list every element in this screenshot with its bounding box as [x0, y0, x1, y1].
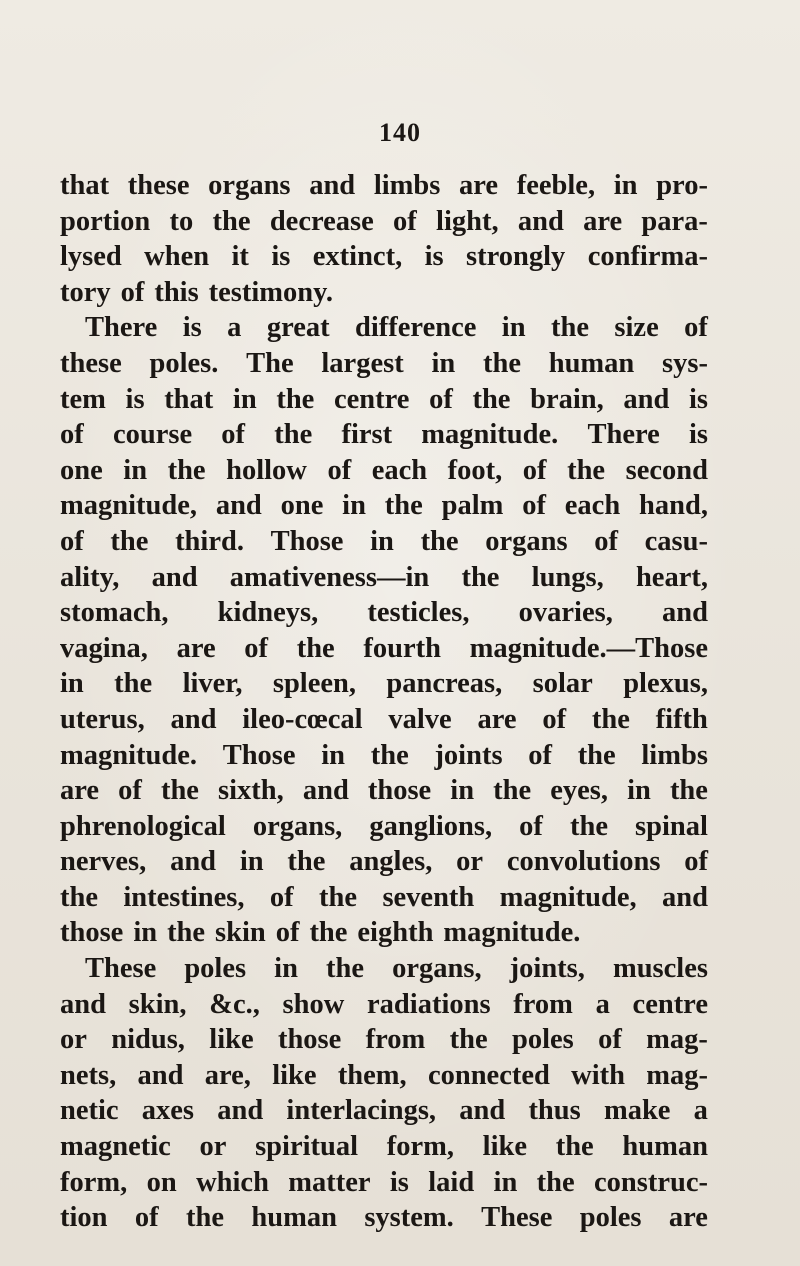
- word: kidneys,: [217, 597, 319, 629]
- word: the: [296, 632, 335, 664]
- word: those: [367, 775, 432, 807]
- word: of: [120, 276, 145, 308]
- word: are: [459, 170, 499, 201]
- word: like: [272, 1059, 317, 1091]
- word: There: [85, 312, 158, 344]
- word: of: [598, 1024, 622, 1056]
- text-line: [60, 702, 708, 738]
- word: lungs,: [531, 561, 604, 593]
- word: axes: [141, 1095, 195, 1127]
- text-line: [60, 880, 708, 916]
- word: of: [327, 454, 352, 486]
- text-line: [60, 275, 708, 311]
- word: and: [151, 561, 198, 593]
- word: radiations: [367, 988, 491, 1020]
- word: like: [482, 1131, 528, 1163]
- word: and: [517, 205, 564, 237]
- word: the: [384, 490, 423, 522]
- word: skin,: [128, 988, 187, 1020]
- word: second: [625, 454, 708, 486]
- word: joints: [434, 739, 503, 771]
- word: organs: [485, 525, 568, 557]
- word: the: [420, 525, 459, 557]
- word: angles,: [349, 846, 433, 878]
- word: the: [60, 881, 98, 913]
- body-text: [60, 168, 708, 1236]
- word: the: [569, 810, 608, 842]
- word: strongly: [466, 241, 566, 273]
- word: the: [160, 775, 199, 807]
- word: and: [170, 703, 217, 735]
- word: seventh: [382, 881, 475, 913]
- word: of: [522, 490, 546, 522]
- word: third.: [175, 525, 244, 557]
- word: in: [613, 170, 638, 201]
- word: eyes,: [550, 775, 608, 807]
- word: limbs: [641, 739, 708, 771]
- text-line: [60, 204, 708, 240]
- word: netic: [60, 1095, 119, 1127]
- word: limbs: [373, 170, 441, 201]
- word: the: [326, 953, 365, 985]
- word: form,: [386, 1131, 454, 1163]
- word: These: [481, 1202, 553, 1234]
- word: nidus,: [111, 1024, 185, 1056]
- word: laid: [428, 1166, 475, 1198]
- word: human: [622, 1131, 708, 1163]
- word: Those: [222, 739, 296, 771]
- word: human: [548, 347, 635, 379]
- word: in: [493, 1166, 518, 1198]
- word: of: [60, 419, 84, 451]
- word: of: [522, 454, 547, 486]
- word: or: [60, 1024, 87, 1056]
- text-line: [60, 168, 708, 204]
- word: on: [146, 1166, 177, 1198]
- word: fifth: [655, 703, 708, 735]
- word: is: [688, 383, 708, 415]
- word: ovaries,: [518, 597, 613, 629]
- word: mag-: [646, 1024, 708, 1056]
- word: plexus,: [623, 668, 708, 700]
- word: skin: [215, 917, 266, 949]
- word: palm: [441, 490, 504, 522]
- word: There: [587, 419, 660, 451]
- text-line: [60, 1129, 708, 1165]
- word: the: [274, 419, 313, 451]
- word: in: [450, 775, 475, 807]
- word: of: [60, 525, 84, 557]
- word: of: [221, 419, 246, 451]
- word: and: [215, 490, 262, 522]
- text-line: [60, 1200, 708, 1236]
- word: in: [60, 668, 84, 700]
- word: the: [555, 1131, 594, 1163]
- word: the: [591, 703, 630, 735]
- word: and: [459, 1095, 506, 1127]
- word: each: [371, 454, 428, 486]
- word: or: [456, 846, 484, 878]
- word: size: [614, 312, 659, 344]
- word: the: [287, 846, 326, 878]
- word: magnitude,: [499, 881, 637, 913]
- word: the: [577, 739, 616, 771]
- word: is: [125, 383, 145, 415]
- word: the: [167, 454, 206, 486]
- word: the: [567, 454, 606, 486]
- word: in: [342, 490, 366, 522]
- word: the: [536, 1166, 575, 1198]
- text-line: [60, 595, 708, 631]
- word: pro-: [656, 170, 708, 201]
- word: of: [393, 205, 417, 237]
- word: in: [321, 739, 346, 771]
- word: in: [370, 525, 394, 557]
- word: the: [482, 347, 521, 379]
- word: testimony.: [208, 276, 333, 308]
- word: of: [594, 525, 618, 557]
- word: organs,: [392, 953, 482, 985]
- word: solar: [532, 668, 593, 700]
- word: the: [669, 775, 708, 807]
- word: in: [232, 383, 257, 415]
- text-line: [60, 560, 708, 596]
- word: are,: [204, 1059, 251, 1091]
- word: amativeness—in: [229, 561, 430, 593]
- word: organs: [208, 170, 291, 201]
- text-line: [60, 346, 708, 382]
- word: of: [118, 775, 142, 807]
- word: the: [186, 1202, 225, 1234]
- word: pancreas,: [386, 668, 503, 700]
- word: tion: [60, 1202, 108, 1234]
- word: and: [137, 1059, 184, 1091]
- word: a: [227, 312, 242, 344]
- word: with: [571, 1059, 625, 1091]
- word: the: [472, 383, 511, 415]
- text-line: [60, 951, 708, 987]
- word: the: [493, 775, 532, 807]
- word: of: [134, 1202, 159, 1234]
- text-line: [60, 773, 708, 809]
- word: light,: [436, 205, 499, 237]
- word: connected: [427, 1059, 550, 1091]
- word: them,: [337, 1059, 407, 1091]
- text-line: [60, 809, 708, 845]
- word: is: [271, 241, 291, 273]
- word: is: [688, 419, 708, 451]
- word: in: [133, 917, 158, 949]
- word: human: [251, 1202, 337, 1234]
- word: in: [274, 953, 298, 985]
- word: phrenological: [60, 810, 226, 842]
- word: spleen,: [272, 668, 356, 700]
- text-line: [60, 524, 708, 560]
- word: centre: [333, 383, 410, 415]
- word: construc-: [594, 1166, 708, 1198]
- word: the: [551, 312, 589, 344]
- word: to: [169, 205, 194, 237]
- word: casu-: [644, 525, 708, 557]
- word: this: [154, 276, 199, 308]
- word: sys-: [662, 347, 708, 379]
- word: feeble,: [516, 170, 596, 201]
- word: of: [684, 846, 708, 878]
- word: the: [370, 739, 409, 771]
- word: of: [429, 383, 453, 415]
- word: vagina,: [60, 632, 148, 664]
- word: a: [693, 1095, 708, 1127]
- text-line: [60, 453, 708, 489]
- word: poles: [511, 1024, 574, 1056]
- word: in: [239, 846, 264, 878]
- word: system.: [364, 1202, 454, 1234]
- word: fourth: [363, 632, 441, 664]
- word: nets,: [60, 1059, 117, 1091]
- word: organs,: [252, 810, 343, 842]
- text-line: [60, 1058, 708, 1094]
- word: in: [123, 454, 148, 486]
- word: the: [319, 881, 358, 913]
- word: course: [112, 419, 193, 451]
- word: hand,: [639, 490, 708, 522]
- word: or: [199, 1131, 227, 1163]
- text-line: [60, 1165, 708, 1201]
- word: foot,: [447, 454, 503, 486]
- word: magnitude.—Those: [469, 632, 708, 664]
- word: testicles,: [367, 597, 470, 629]
- word: that: [164, 383, 214, 415]
- word: hollow: [226, 454, 307, 486]
- word: poles: [184, 953, 247, 985]
- text-line: [60, 239, 708, 275]
- word: in: [431, 347, 456, 379]
- word: are: [668, 1202, 708, 1234]
- word: and: [309, 170, 356, 201]
- word: stomach,: [60, 597, 169, 629]
- word: in: [627, 775, 651, 807]
- word: these: [60, 347, 122, 379]
- word: tory: [60, 276, 111, 308]
- word: intestines,: [123, 881, 245, 913]
- word: para-: [641, 205, 708, 237]
- text-line: [60, 666, 708, 702]
- word: is: [182, 312, 202, 344]
- word: and: [662, 597, 708, 629]
- word: one: [280, 490, 324, 522]
- text-line: [60, 915, 708, 951]
- word: largest: [321, 347, 404, 379]
- word: those: [60, 917, 124, 949]
- word: is: [424, 241, 444, 273]
- text-line: [60, 631, 708, 667]
- word: of: [269, 881, 294, 913]
- word: magnitude.: [443, 917, 581, 949]
- word: are: [477, 703, 517, 735]
- word: tem: [60, 383, 106, 415]
- word: of: [542, 703, 567, 735]
- word: ality,: [60, 561, 120, 593]
- text-line: [60, 488, 708, 524]
- word: first: [341, 419, 393, 451]
- word: the: [212, 205, 251, 237]
- text-line: [60, 1093, 708, 1129]
- word: magnitude,: [60, 490, 197, 522]
- word: it: [231, 241, 249, 273]
- word: sixth,: [218, 775, 284, 807]
- word: centre: [632, 988, 708, 1020]
- text-line: [60, 382, 708, 418]
- word: from: [513, 988, 573, 1020]
- word: those: [277, 1024, 342, 1056]
- word: and: [60, 988, 106, 1020]
- word: spinal: [635, 810, 708, 842]
- word: the: [309, 917, 348, 949]
- word: liver,: [182, 668, 243, 700]
- word: These: [85, 953, 157, 985]
- word: nerves,: [60, 846, 147, 878]
- word: thus: [528, 1095, 581, 1127]
- word: each: [564, 490, 621, 522]
- text-line: [60, 844, 708, 880]
- word: convolutions: [506, 846, 661, 878]
- word: difference: [355, 312, 477, 344]
- word: the: [167, 917, 206, 949]
- word: spiritual: [255, 1131, 359, 1163]
- word: from: [365, 1024, 426, 1056]
- word: poles.: [149, 347, 219, 379]
- word: eighth: [357, 917, 434, 949]
- word: confirma-: [587, 241, 708, 273]
- word: great: [266, 312, 330, 344]
- text-line: [60, 417, 708, 453]
- word: joints,: [509, 953, 585, 985]
- word: of: [528, 739, 552, 771]
- word: are: [60, 775, 100, 807]
- word: The: [246, 347, 294, 379]
- word: make: [603, 1095, 671, 1127]
- word: muscles: [612, 953, 708, 985]
- word: poles: [579, 1202, 642, 1234]
- word: extinct,: [312, 241, 403, 273]
- text-line: [60, 1022, 708, 1058]
- word: one: [60, 454, 103, 486]
- word: of: [684, 312, 708, 344]
- word: of: [275, 917, 300, 949]
- word: which: [196, 1166, 269, 1198]
- word: ileo-cœcal: [242, 703, 363, 735]
- word: are: [583, 205, 623, 237]
- word: Those: [270, 525, 344, 557]
- word: like: [209, 1024, 254, 1056]
- word: the: [449, 1024, 488, 1056]
- word: when: [144, 241, 210, 273]
- word: the: [114, 668, 153, 700]
- word: decrease: [269, 205, 374, 237]
- word: of: [244, 632, 269, 664]
- word: the: [276, 383, 315, 415]
- word: interlacings,: [286, 1095, 437, 1127]
- word: magnitude.: [60, 739, 197, 771]
- text-line: [60, 310, 708, 346]
- text-line: [60, 738, 708, 774]
- word: &c.,: [209, 988, 260, 1020]
- word: magnitude.: [421, 419, 559, 451]
- word: ganglions,: [369, 810, 493, 842]
- text-line: [60, 987, 708, 1023]
- word: form,: [60, 1166, 128, 1198]
- word: lysed: [60, 241, 122, 273]
- word: and: [623, 383, 670, 415]
- word: of: [519, 810, 543, 842]
- page-number: 140: [379, 118, 421, 147]
- word: and: [217, 1095, 264, 1127]
- word: show: [282, 988, 345, 1020]
- word: a: [595, 988, 610, 1020]
- word: brain,: [530, 383, 604, 415]
- word: that: [60, 170, 110, 201]
- word: and: [170, 846, 217, 878]
- word: valve: [388, 703, 452, 735]
- word: matter: [288, 1166, 371, 1198]
- word: portion: [60, 205, 151, 237]
- word: are: [176, 632, 216, 664]
- word: uterus,: [60, 703, 145, 735]
- word: heart,: [635, 561, 708, 593]
- word: these: [127, 170, 190, 201]
- word: the: [110, 525, 149, 557]
- word: the: [461, 561, 500, 593]
- word: and: [302, 775, 349, 807]
- word: is: [389, 1166, 409, 1198]
- word: mag-: [646, 1059, 708, 1091]
- word: magnetic: [60, 1131, 171, 1163]
- word: in: [501, 312, 526, 344]
- word: and: [662, 881, 708, 913]
